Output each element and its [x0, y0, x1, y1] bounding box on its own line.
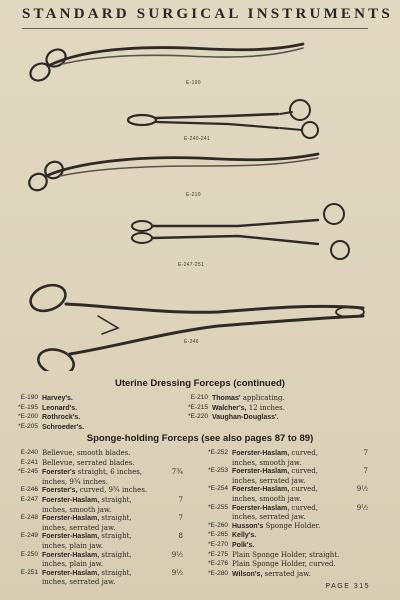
item-subline: inches, smooth jaw. [232, 494, 302, 503]
instrument-plate [18, 36, 388, 371]
list-item [178, 404, 285, 414]
item-size: 7 [178, 514, 183, 523]
list-item [198, 522, 368, 532]
item-name: Harvey's. [42, 395, 73, 402]
item-desc: applicating. [240, 394, 285, 402]
list-item [8, 404, 84, 414]
item-desc: Bellevue, serrated blades. [42, 458, 135, 467]
list-item [8, 551, 183, 561]
item-desc: curved, 9¾ inches. [77, 486, 148, 495]
item-name: Schroeder's. [42, 423, 85, 431]
item-desc: curved, [289, 485, 319, 494]
item-code: *E-252 [208, 449, 228, 456]
item-name: Foerster's [42, 469, 76, 477]
item-code: *E-275 [208, 550, 228, 558]
item-subline: inches, serrated jaw. [232, 476, 306, 485]
item-code: E-241 [20, 458, 38, 466]
list-item [198, 570, 368, 580]
item-subline: inches, plain jaw. [42, 541, 103, 550]
item-code: *E-205 [18, 422, 38, 430]
item-desc: straight, [99, 495, 132, 504]
item-code: *E-195 [18, 403, 38, 411]
item-code: E-247 [20, 495, 38, 503]
item-code: E-190 [20, 394, 38, 401]
list-item [198, 504, 368, 514]
item-code: *E-255 [208, 503, 228, 511]
list-item [198, 531, 368, 541]
uterine-list-right [178, 394, 285, 423]
item-code: *E-220 [188, 413, 208, 421]
sponge-list-left [8, 449, 183, 587]
item-code: E-210 [190, 394, 208, 401]
item-code: E-250 [20, 550, 38, 558]
list-item [8, 468, 183, 478]
item-size: 9½ [356, 503, 368, 512]
sponge-section-title: Sponge-holding Forceps (see also pages 87 to 89) [86, 433, 314, 444]
list-item [178, 413, 285, 423]
figure-label-e246: E-246 [184, 339, 199, 345]
uterine-list-left [8, 394, 84, 432]
figure-label-e210: E-210 [186, 192, 201, 198]
item-size: 7 [363, 467, 368, 476]
item-name: Foerster-Haslam, [42, 569, 100, 577]
item-subline: inches, smooth jaw. [42, 505, 112, 514]
item-desc: Plain Sponge Holder, curved. [232, 560, 336, 569]
item-name: Polk's. [232, 541, 255, 549]
item-desc: straight, [99, 532, 132, 541]
item-desc: curved, [289, 467, 319, 476]
forceps-e210-image [26, 154, 318, 193]
list-item [8, 496, 183, 506]
list-item [8, 449, 183, 459]
item-code: *E-254 [208, 485, 228, 493]
list-item [8, 459, 183, 469]
item-name: Foerster-Haslam, [232, 504, 290, 512]
list-item [8, 423, 84, 433]
sponge-list-right [198, 449, 368, 579]
item-desc: straight, [99, 550, 132, 559]
item-code: *E-270 [208, 540, 228, 548]
list-item [8, 486, 183, 496]
list-item [8, 394, 84, 404]
item-name: Wilson's, [232, 570, 263, 578]
item-name: Foerster-Haslam, [42, 533, 100, 541]
item-name: Rothrock's. [42, 414, 81, 422]
item-desc: Plain Sponge Holder, straight. [232, 550, 340, 559]
page-header: STANDARD SURGICAL INSTRUMENTS [22, 6, 393, 22]
list-item [8, 514, 183, 524]
item-subline: inches, serrated jaw. [42, 523, 116, 532]
item-name: Foerster's, [42, 487, 78, 495]
list-item [198, 485, 368, 495]
item-code: E-251 [20, 568, 38, 576]
figure-label-e190: E-190 [186, 80, 201, 86]
item-size: 7 [363, 449, 368, 457]
item-subline: inches, serrated jaw. [42, 578, 116, 587]
list-item [198, 551, 368, 561]
item-code: *E-276 [208, 560, 228, 568]
list-item [8, 413, 84, 423]
item-desc: Sponge Holder. [263, 521, 321, 530]
item-name: Foerster-Haslam, [232, 450, 290, 457]
item-name: Foerster-Haslam, [232, 468, 290, 476]
list-item [198, 541, 368, 551]
item-desc: Bellevue, smooth blades. [42, 449, 131, 457]
forceps-e240-image [128, 100, 318, 138]
figure-label-e247: E-247-251 [178, 262, 205, 268]
list-item [8, 532, 183, 542]
figure-label-e240: E-240-241 [184, 136, 211, 142]
list-item [8, 569, 183, 579]
uterine-section-title: Uterine Dressing Forceps (continued) [115, 378, 285, 389]
item-name: Thomas' [212, 395, 241, 402]
item-code: *E-253 [208, 467, 228, 475]
item-name: Foerster-Haslam, [42, 551, 100, 559]
list-item [198, 560, 368, 570]
item-subline: inches, smooth jaw. [232, 458, 302, 467]
item-code: E-248 [20, 514, 38, 522]
item-subline: inches, 9¾ inches. [42, 477, 108, 486]
forceps-e247-image [132, 204, 349, 259]
item-size: 9½ [171, 550, 183, 559]
item-desc: 12 inches. [246, 403, 285, 412]
page-number: PAGE 315 [325, 583, 370, 590]
forceps-e246-image [27, 281, 364, 371]
item-name: Foerster-Haslam, [42, 515, 100, 523]
item-desc: curved, [289, 503, 319, 512]
item-name: Walcher's, [212, 404, 247, 412]
forceps-e190-image [27, 44, 303, 84]
item-name: Foerster-Haslam, [42, 496, 100, 504]
item-code: E-246 [20, 486, 38, 494]
item-desc: straight, [99, 514, 132, 523]
item-code: E-249 [20, 532, 38, 540]
item-name: Leonard's. [42, 404, 78, 412]
item-subline: inches, plain jaw. [42, 560, 103, 569]
item-code: E-240 [20, 449, 38, 456]
item-code: *E-265 [208, 531, 228, 539]
item-desc: curved, [289, 449, 319, 457]
list-item [198, 467, 368, 477]
list-item [198, 449, 368, 459]
item-code: *E-245 [18, 468, 38, 476]
item-code: *E-280 [208, 569, 228, 577]
item-size: 7¾ [171, 468, 183, 477]
item-subline: inches, serrated jaw. [232, 513, 306, 522]
list-item [178, 394, 285, 404]
item-desc: serrated jaw. [262, 569, 311, 578]
item-desc: straight, 6 inches, [75, 468, 143, 477]
item-size: 7 [178, 495, 183, 504]
item-desc: straight, [99, 568, 132, 577]
item-code: *E-215 [188, 403, 208, 411]
item-size: 9½ [171, 568, 183, 577]
instrument-illustrations [18, 36, 388, 371]
item-code: *E-260 [208, 521, 228, 529]
item-name: Foerster-Haslam, [232, 486, 290, 494]
header-rule [22, 28, 368, 29]
item-name: Kelly's. [232, 532, 257, 540]
item-name: Vaughan-Douglass'. [212, 414, 279, 422]
item-name: Husson's [232, 522, 264, 530]
item-size: 8 [178, 532, 183, 541]
item-size: 9½ [356, 485, 368, 494]
item-code: *E-200 [18, 413, 38, 421]
